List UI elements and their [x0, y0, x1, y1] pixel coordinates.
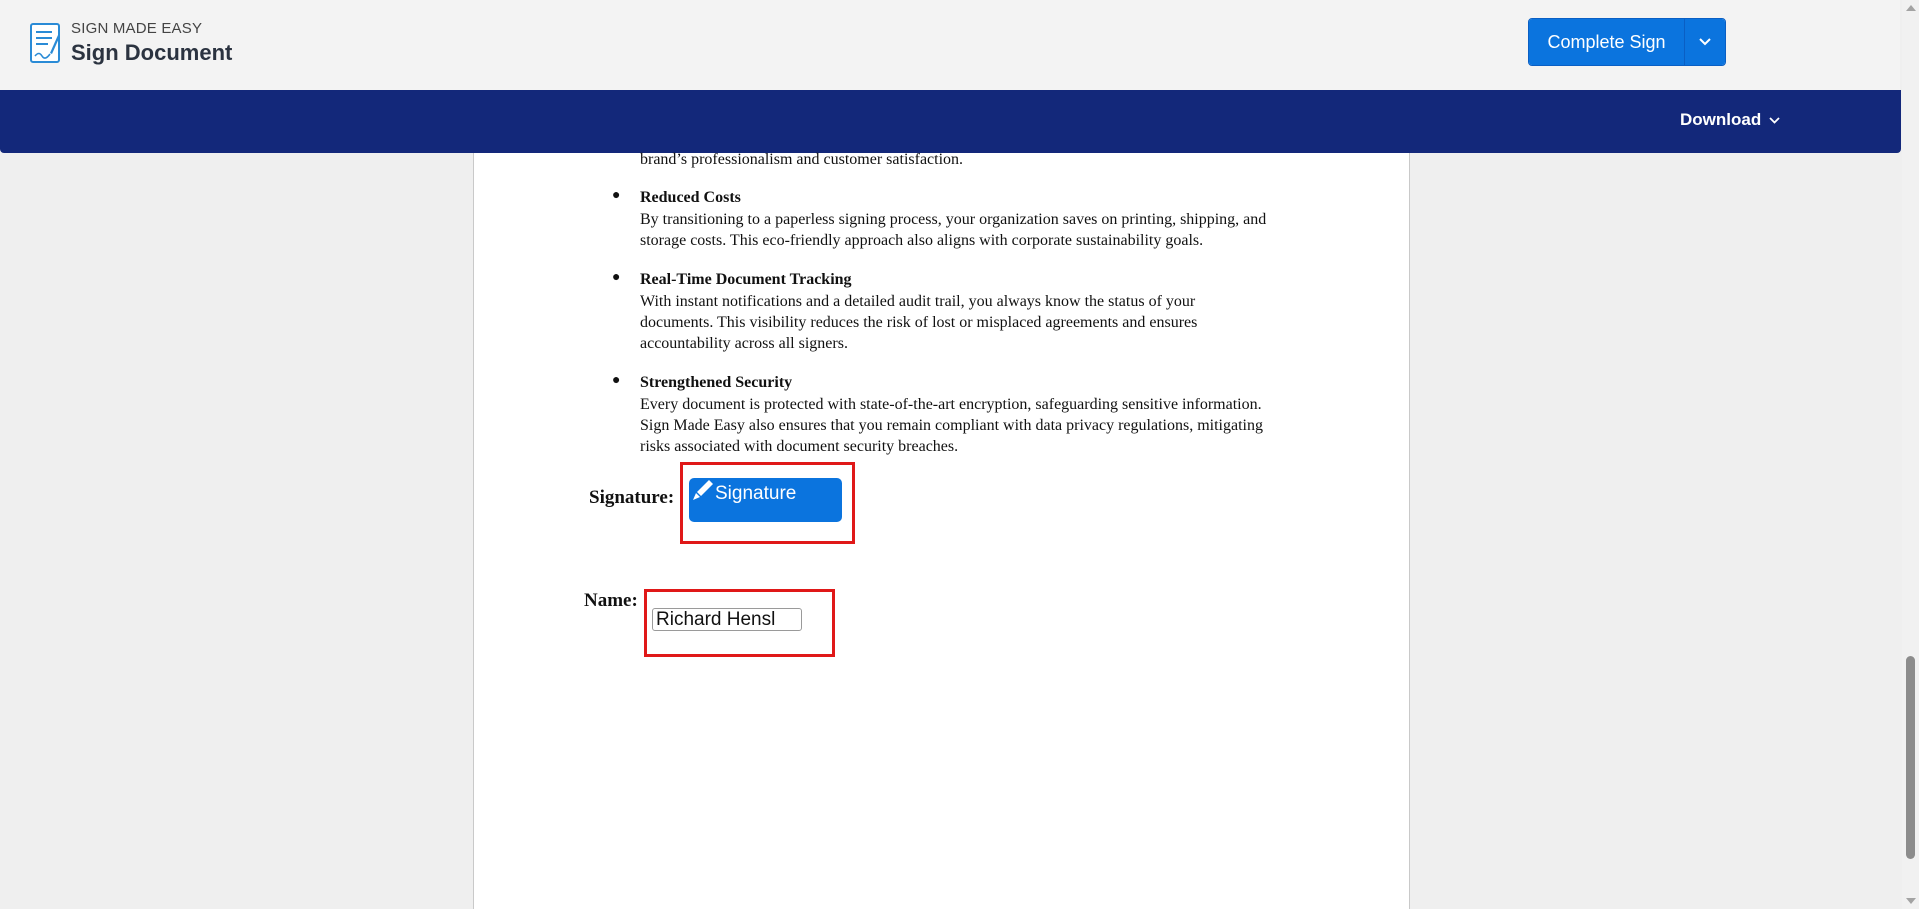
scrollbar-thumb[interactable]: [1906, 656, 1915, 859]
chevron-down-icon: [1699, 38, 1711, 46]
document-text-line: documents. This visibility reduces the risk of lost or misplaced agreements and ensures: [640, 314, 1198, 331]
bullet-dot: ●: [612, 373, 621, 388]
complete-sign-menu-button[interactable]: [1685, 19, 1725, 65]
bullet-dot: ●: [612, 270, 621, 285]
document-text-line: risks associated with document security breaches.: [640, 438, 959, 455]
signature-button[interactable]: [689, 478, 842, 522]
app-name: SIGN MADE EASY: [71, 20, 203, 37]
action-bar: [0, 90, 1901, 153]
bullet-title: Real-Time Document Tracking: [640, 271, 852, 288]
document-page: [473, 153, 1410, 909]
document-text-line: storage costs. This eco-friendly approach also aligns with corporate sustainability goals.: [640, 232, 1204, 249]
complete-sign-button[interactable]: Complete Sign: [1529, 19, 1685, 65]
download-menu-button[interactable]: [1680, 110, 1780, 130]
document-sign-icon: [30, 23, 60, 63]
document-text-line: accountability across all signers.: [640, 335, 848, 352]
bullet-dot: ●: [612, 188, 621, 203]
download-label: Download: [1680, 110, 1762, 129]
document-text-line: brand’s professionalism and customer satisfaction.: [640, 151, 964, 168]
document-text-line: By transitioning to a paperless signing process, your organization saves on printing, shipping, and: [640, 211, 1267, 228]
pen-icon: [689, 478, 715, 504]
app-header: [0, 0, 1900, 91]
page-title: Sign Document: [71, 40, 233, 65]
document-text-line: Sign Made Easy also ensures that you remain compliant with data privacy regulations, mitigating: [640, 417, 1263, 434]
vertical-scrollbar[interactable]: [1902, 0, 1919, 909]
signature-button-label: Signature: [715, 483, 797, 504]
document-text-line: With instant notifications and a detailed audit trail, you always know the status of your: [640, 293, 1196, 310]
scroll-up-arrow-icon[interactable]: [1906, 5, 1916, 11]
name-label: Name:: [584, 590, 638, 611]
signature-label: Signature:: [589, 487, 675, 508]
chevron-down-icon: [1769, 117, 1780, 124]
bullet-title: Reduced Costs: [640, 189, 741, 206]
scroll-down-arrow-icon[interactable]: [1906, 898, 1916, 904]
document-text-line: Every document is protected with state-of-the-art encryption, safeguarding sensitive information.: [640, 396, 1262, 413]
name-input[interactable]: [652, 608, 802, 631]
complete-sign-split-button: [1528, 18, 1726, 66]
bullet-title: Strengthened Security: [640, 374, 793, 391]
